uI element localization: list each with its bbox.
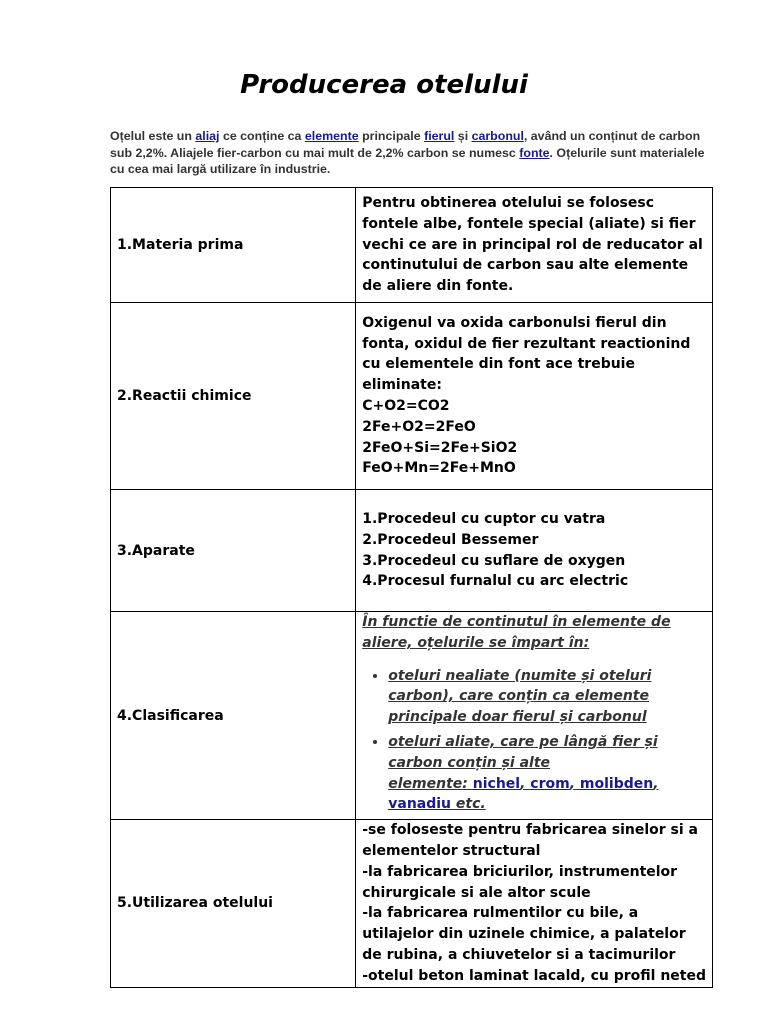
- intro-text: Oțelul este un: [110, 129, 196, 143]
- content-line: -otelul beton laminat lacald, cu profil neted: [362, 967, 706, 984]
- link-vanadiu[interactable]: vanadiu: [388, 796, 452, 813]
- table-row: [111, 612, 713, 820]
- page-title: Producerea otelului: [240, 70, 528, 100]
- link-elemente[interactable]: elemente: [304, 129, 359, 143]
- row-label-clasificare: 4.Clasificarea: [111, 612, 356, 820]
- row-content-utilizare: [356, 820, 713, 987]
- row-content-aparate: [356, 490, 713, 612]
- link-fierul[interactable]: fierul: [424, 129, 455, 143]
- equation: FeO+Mn=2Fe+MnO: [362, 460, 516, 477]
- row-label-reactii: 2.Reactii chimice: [111, 303, 356, 490]
- table-row: [111, 303, 713, 490]
- content-line: fonta, oxidul de fier rezultant reactionind: [362, 335, 691, 352]
- row-content-clasificare: [356, 612, 713, 820]
- content-line: -la fabricarea briciurilor, instrumentelor: [362, 863, 678, 880]
- row-content-reactii: [356, 303, 713, 490]
- intro-text: , având un conținut de carbon sub 2,2%. Aliajele fier-carbon cu mai mult de 2,2% carbon se numesc: [110, 129, 701, 160]
- content-line: de rubina, a chiuvetelor si a tacimurilor: [362, 946, 676, 963]
- content-line: vechi ce are in principal rol de reducator al: [362, 236, 703, 253]
- row-label-aparate: 3.Aparate: [111, 490, 356, 612]
- list-item-text: etc.: [451, 796, 486, 813]
- list-item: [388, 732, 706, 815]
- separator: ,: [520, 775, 531, 792]
- list-item: • oteluri nealiate (numite și oteluri carbon), care conțin ca elemente principale doar fierul și carbonul: [388, 666, 706, 728]
- link-carbonul[interactable]: carbonul: [471, 129, 524, 143]
- separator: ,: [653, 775, 659, 792]
- content-line: utilajelor din uzinele chimice, a palatelor: [362, 926, 686, 943]
- equation: 2Fe+O2=2FeO: [362, 418, 476, 435]
- table-row: [111, 820, 713, 987]
- steel-table: [110, 187, 713, 988]
- separator: ,: [569, 775, 580, 792]
- content-line: de aliere din fonte.: [362, 278, 514, 295]
- content-line: cu elementele din font ace trebuie: [362, 356, 635, 373]
- content-line: Pentru obtinerea otelului se folosesc: [362, 195, 655, 211]
- content-line: 4.Procesul furnalul cu arc electric: [362, 573, 629, 590]
- table-row: [111, 490, 713, 612]
- link-molibden[interactable]: molibden: [579, 775, 654, 792]
- intro-text: . Oțelurile sunt materialele cu cea mai largă utilizare în industrie.: [110, 145, 705, 176]
- intro-text: principale: [358, 129, 425, 143]
- content-line: eliminate:: [362, 377, 442, 394]
- content-line: fontele albe, fontele special (aliate) si fier: [362, 215, 696, 232]
- link-nichel[interactable]: nichel: [472, 775, 521, 792]
- table-row: [111, 188, 713, 303]
- link-fonte[interactable]: fonte: [519, 145, 550, 160]
- content-line: continutului de carbon sau alte elemente: [362, 257, 689, 274]
- list-item-text: oteluri aliate, care pe lângă fier și carbon conțin și alte: [388, 733, 658, 771]
- content-line: elementelor structural: [362, 842, 541, 859]
- content-line: 2.Procedeul Bessemer: [362, 531, 539, 548]
- content-line: 3.Procedeul cu suflare de oxygen: [362, 552, 626, 569]
- content-line: -la fabricarea rulmentilor cu bile, a: [362, 905, 639, 922]
- list-item-text: elemente:: [388, 775, 473, 792]
- row-label-materia: 1.Materia prima: [111, 188, 356, 303]
- classification-list: [362, 666, 706, 816]
- row-label-utilizare: 5.Utilizarea otelului: [111, 820, 356, 987]
- row-content-materia: [356, 188, 713, 303]
- intro-paragraph: [110, 128, 710, 178]
- content-line: Oxigenul va oxida carbonulsi fierul din: [362, 314, 667, 331]
- intro-text: ce conține ca: [219, 129, 305, 143]
- content-line: chirurgicale si ale altor scule: [362, 884, 591, 901]
- content-line: 1.Procedeul cu cuptor cu vatra: [362, 510, 606, 527]
- content-line: -se foloseste pentru fabricarea sinelor si a: [362, 822, 699, 839]
- intro-text: și: [454, 129, 472, 143]
- equation: 2FeO+Si=2Fe+SiO2: [362, 439, 518, 456]
- equation: C+O2=CO2: [362, 398, 450, 414]
- classification-header: În functie de continutul în elemente de aliere, oțelurile se împart în:: [362, 614, 671, 651]
- link-crom[interactable]: crom: [530, 775, 570, 792]
- link-aliaj[interactable]: aliaj: [195, 129, 220, 143]
